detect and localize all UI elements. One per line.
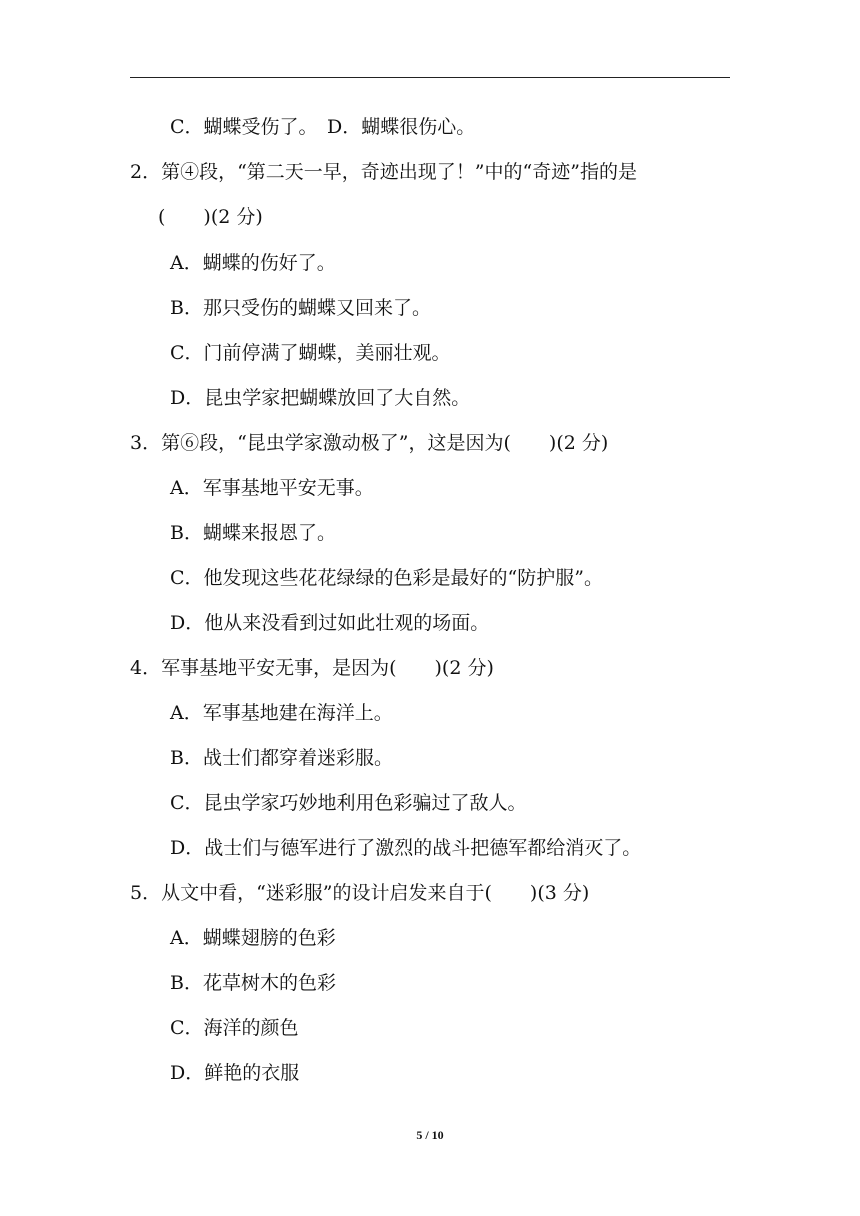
question-4: 4．军事基地平安无事，是因为( )(2 分)	[130, 657, 494, 679]
option-b-q5: B．花草树木的色彩	[170, 972, 336, 994]
question-2-continuation: ( )(2 分)	[158, 206, 263, 228]
option-a-q5: A．蝴蝶翅膀的色彩	[170, 927, 336, 949]
option-d-q5: D．鲜艳的衣服	[170, 1062, 300, 1084]
option-d-q2: D．昆虫学家把蝴蝶放回了大自然。	[170, 387, 471, 409]
option-a-q4: A．军事基地建在海洋上。	[170, 702, 393, 724]
option-c-q4: C．昆虫学家巧妙地利用色彩骗过了敌人。	[170, 792, 527, 814]
option-b-q4: B．战士们都穿着迷彩服。	[170, 747, 393, 769]
option-d-q4: D．战士们与德军进行了激烈的战斗把德军都给消灭了。	[170, 837, 642, 859]
page-number: 5 / 10	[416, 1128, 444, 1142]
question-2: 2．第④段，“第二天一早，奇迹出现了！”中的“奇迹”指的是	[130, 161, 637, 183]
option-c-q5: C．海洋的颜色	[170, 1017, 299, 1039]
option-c-q3: C．他发现这些花花绿绿的色彩是最好的“防护服”。	[170, 567, 603, 589]
option-c-q1: C．蝴蝶受伤了。 D．蝴蝶很伤心。	[170, 116, 476, 138]
option-b-q3: B．蝴蝶来报恩了。	[170, 522, 336, 544]
option-d-q3: D．他从来没看到过如此壮观的场面。	[170, 612, 490, 634]
header-rule	[130, 77, 730, 78]
question-3: 3．第⑥段，“昆虫学家激动极了”，这是因为( )(2 分)	[130, 432, 609, 454]
option-a-q2: A．蝴蝶的伤好了。	[170, 252, 336, 274]
option-a-q3: A．军事基地平安无事。	[170, 477, 374, 499]
option-b-q2: B．那只受伤的蝴蝶又回来了。	[170, 297, 431, 319]
option-c-q2: C．门前停满了蝴蝶，美丽壮观。	[170, 342, 451, 364]
question-5: 5．从文中看，“迷彩服”的设计启发来自于( )(3 分)	[130, 882, 590, 904]
